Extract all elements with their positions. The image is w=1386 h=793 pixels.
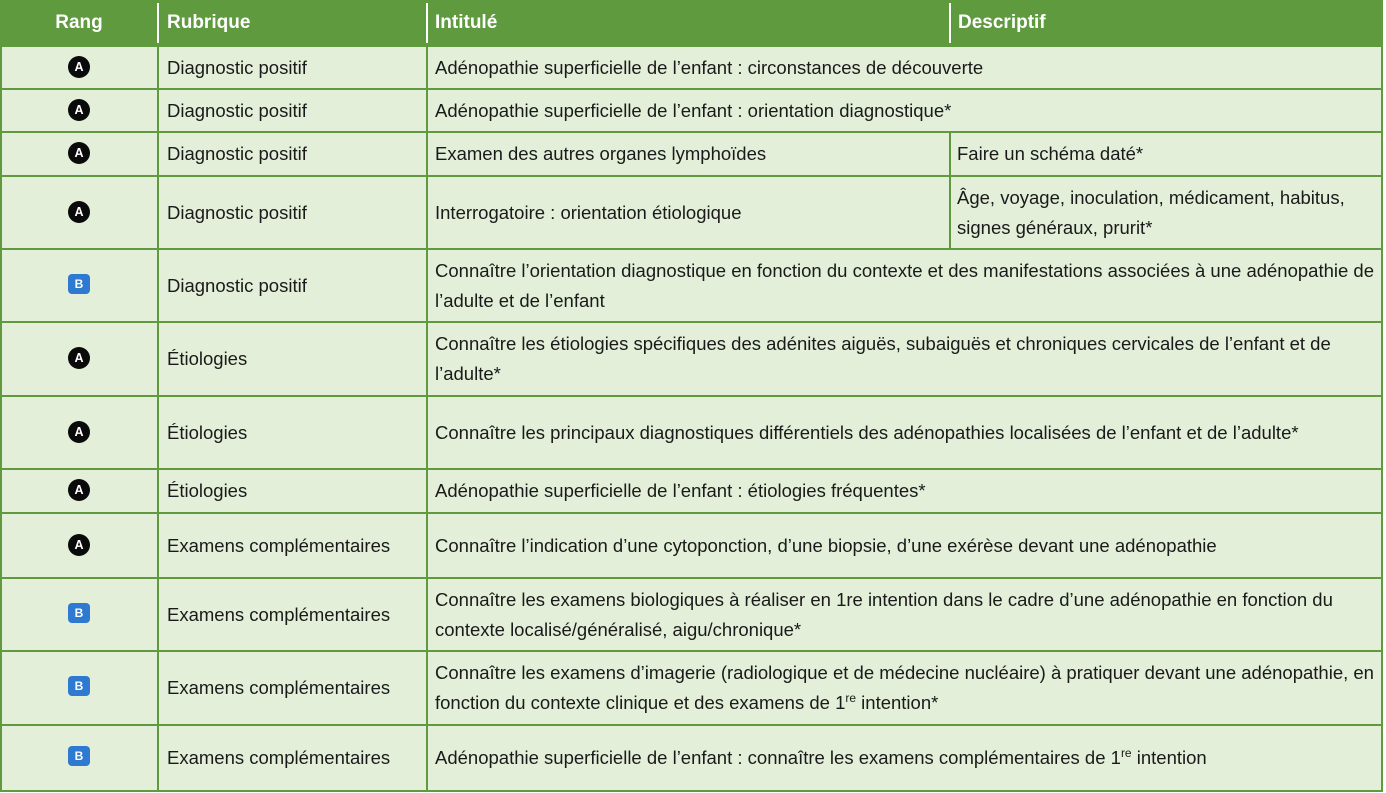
rang-a-badge-icon: A: [68, 479, 90, 501]
rang-a-badge-icon: A: [68, 56, 90, 78]
rang-b-badge-icon: B: [68, 603, 90, 623]
intitule-text: Connaître les étiologies spécifiques des adénites aiguës, subaiguës et chroniques cervicales de l’enfant et de l’adulte*: [435, 333, 1331, 384]
header-intitule: Intitulé: [435, 11, 498, 33]
rang-a-badge-icon: A: [68, 421, 90, 443]
rubrique-cell: Examens complémentaires: [167, 677, 391, 698]
intitule-text: Adénopathie superficielle de l’enfant : orientation diagnostique*: [435, 99, 952, 121]
table-header: [0, 0, 1383, 45]
intitule-cell: [435, 470, 1374, 512]
header-separator: [426, 3, 428, 43]
ordinal-superscript: re: [845, 691, 857, 705]
intitule-cell: [435, 90, 1374, 131]
rubrique-cell: Examens complémentaires: [167, 534, 391, 556]
column-divider: [949, 131, 951, 175]
intitule-text: [435, 658, 1374, 718]
rubrique-cell: Diagnostic positif: [167, 99, 307, 121]
header-separator: [157, 3, 159, 43]
intitule-text: Connaître les examens biologiques à réaliser en 1re intention dans le cadre d’une adénopathie en fonction du contexte localisé/généralisé, aigu/chronique*: [435, 588, 1333, 640]
ordinal-superscript: re: [1120, 746, 1132, 760]
intitule-cell: [435, 323, 1374, 395]
column-divider: [426, 45, 428, 792]
table-border-left: [0, 45, 2, 792]
intitule-text-part: intention: [1131, 747, 1207, 768]
row-divider: [0, 790, 1383, 792]
intitule-text: Examen des autres organes lymphoïdes: [435, 143, 767, 164]
intitule-text: Adénopathie superficielle de l’enfant : circonstances de découverte: [435, 56, 984, 78]
intitule-text-part: intention*: [856, 692, 939, 713]
rang-b-badge-icon: B: [68, 676, 90, 696]
rubrique-cell: Diagnostic positif: [167, 56, 307, 78]
rang-a-badge-icon: A: [68, 99, 90, 121]
intitule-cell: [435, 652, 1374, 724]
column-divider: [949, 175, 951, 248]
rang-a-badge-icon: A: [68, 534, 90, 556]
intitule-cell: [435, 250, 1374, 321]
rang-a-badge-icon: A: [68, 142, 90, 164]
table-border-right: [1381, 45, 1383, 792]
rubrique-cell: Diagnostic positif: [167, 143, 307, 164]
rubrique-cell: Étiologies: [167, 348, 248, 369]
header-rang: Rang: [55, 11, 103, 33]
rubrique-cell: Diagnostic positif: [167, 274, 307, 296]
rubrique-cell: Diagnostic positif: [167, 201, 307, 223]
descriptif-cell: Faire un schéma daté*: [957, 143, 1144, 164]
intitule-text: Connaître l’indication d’une cytoponction, d’une biopsie, d’une exérèse devant une adénopathie: [435, 534, 1217, 556]
rubrique-cell: Examens complémentaires: [167, 603, 391, 625]
rubrique-cell: Étiologies: [167, 421, 248, 443]
intitule-text-part: Connaître les examens d’imagerie (radiologique et de médecine nucléaire) à pratiquer devant une adénopathie, en fonction du contexte clinique et des examens de 1: [435, 662, 1374, 713]
header-descriptif: Descriptif: [958, 11, 1046, 33]
intitule-cell: [435, 726, 1374, 790]
column-divider: [157, 45, 159, 792]
intitule-text: [435, 743, 1207, 773]
rang-b-badge-icon: B: [68, 746, 90, 766]
intitule-cell: [435, 47, 1374, 88]
intitule-text: Interrogatoire : orientation étiologique: [435, 201, 742, 223]
intitule-text-part: Adénopathie superficielle de l’enfant : connaître les examens complémentaires de 1: [435, 747, 1121, 768]
intitule-text: Connaître l’orientation diagnostique en fonction du contexte et des manifestations associées à une adénopathie de l’adulte et de l’enfant: [435, 259, 1375, 311]
intitule-cell: [435, 177, 940, 248]
rang-a-badge-icon: A: [68, 201, 90, 223]
intitule-cell: [435, 514, 1374, 577]
rubrique-cell: Étiologies: [167, 480, 248, 501]
intitule-cell: [435, 579, 1374, 650]
rang-b-badge-icon: B: [68, 274, 90, 294]
descriptif-cell: Âge, voyage, inoculation, médicament, habitus, signes généraux, prurit*: [957, 186, 1345, 238]
intitule-text: Adénopathie superficielle de l’enfant : étiologies fréquentes*: [435, 480, 926, 501]
intitule-text: Connaître les principaux diagnostiques différentiels des adénopathies localisées de l’enfant et de l’adulte*: [435, 421, 1299, 443]
intitule-cell: [435, 133, 940, 175]
rang-a-badge-icon: A: [68, 347, 90, 369]
rubrique-cell: Examens complémentaires: [167, 747, 391, 768]
header-separator: [949, 3, 951, 43]
intitule-cell: [435, 397, 1374, 468]
header-rubrique: Rubrique: [167, 11, 251, 33]
